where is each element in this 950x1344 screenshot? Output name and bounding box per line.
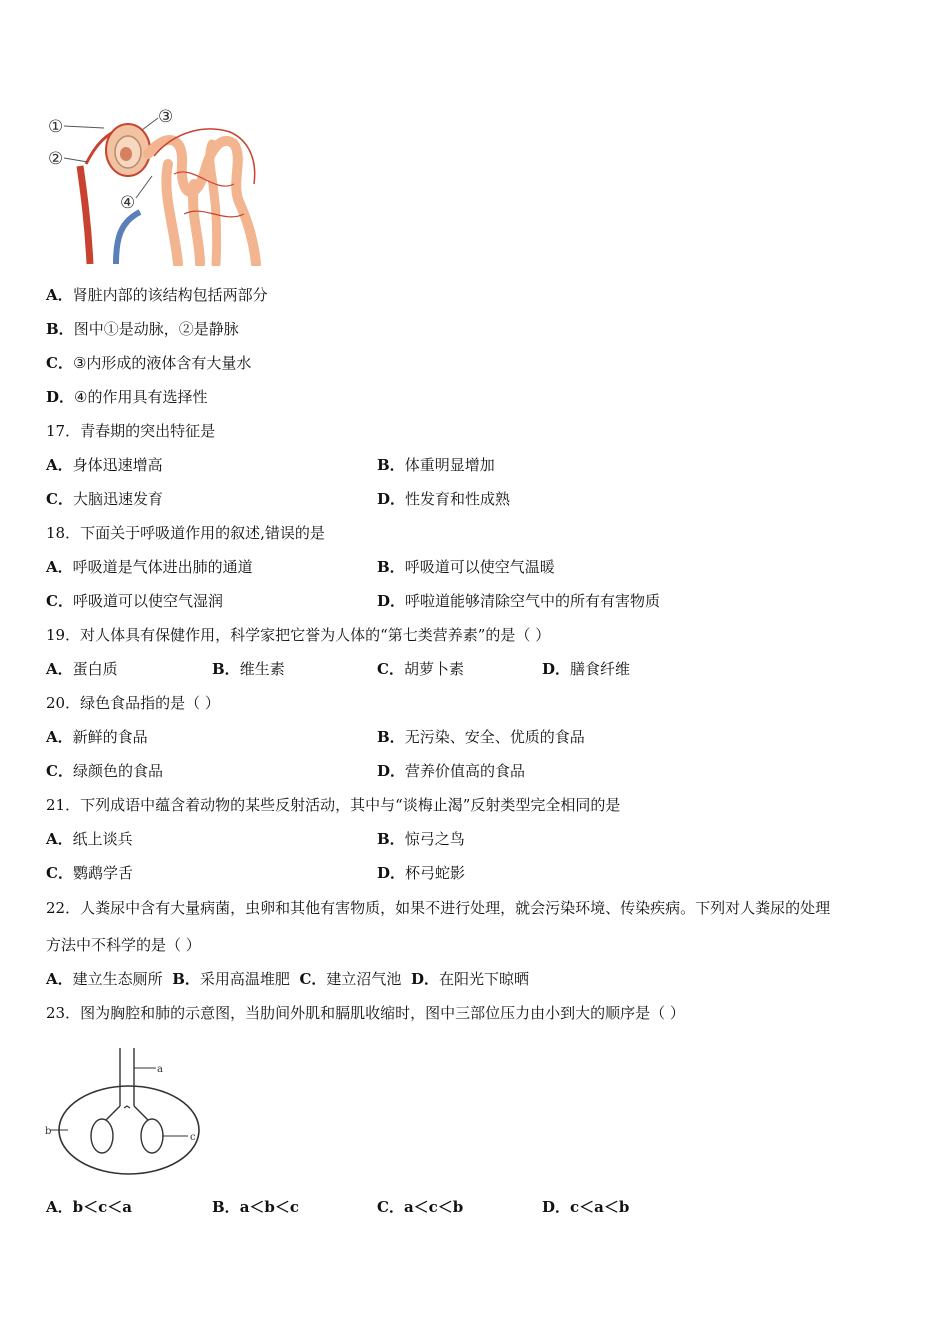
q22-option-b: B．采用高温堆肥	[172, 970, 290, 988]
q22-stem-line1: 22．人粪尿中含有大量病菌，虫卵和其他有害物质，如果不进行处理，就会污染环境、传染疾病。下列对人粪尿的处理	[46, 899, 831, 917]
q23-option-d: D．c＜a＜b	[542, 1198, 630, 1216]
left-lung	[91, 1119, 113, 1153]
label-2: ②	[48, 149, 64, 169]
q19-option-d: D．膳食纤维	[542, 660, 631, 678]
q17-option-c: C．大脑迅速发育	[46, 490, 163, 508]
label-a: a	[157, 1064, 163, 1075]
q23-option-a: A．b＜c＜a	[46, 1198, 132, 1216]
q21-option-a: A．纸上谈兵	[46, 830, 133, 848]
q20-option-b: B．无污染、安全、优质的食品	[377, 728, 585, 746]
q19-option-a: A．蛋白质	[46, 660, 118, 678]
q19-stem: 19．对人体具有保健作用，科学家把它誉为人体的“第七类营养素”的是（ ）	[46, 626, 551, 644]
q16-option-c: C．③内形成的液体含有大量水	[46, 354, 252, 372]
q22-stem-line2: 方法中不科学的是（ ）	[46, 936, 201, 954]
thorax-lung-figure	[44, 1044, 204, 1178]
right-lung	[141, 1119, 163, 1153]
q16-option-d: D．④的作用具有选择性	[46, 388, 208, 406]
label-4: ④	[120, 193, 136, 213]
q20-option-c: C．绿颜色的食品	[46, 762, 163, 780]
q23-stem: 23．图为胸腔和肺的示意图，当肋间外肌和膈肌收缩时，图中三部位压力由小到大的顺序是（ ）	[46, 1004, 685, 1022]
q18-option-b: B．呼吸道可以使空气温暖	[377, 558, 555, 576]
q20-option-a: A．新鲜的食品	[46, 728, 148, 746]
q17-option-b: B．体重明显增加	[377, 456, 495, 474]
nephron-figure	[44, 104, 274, 266]
thoracic-cavity	[59, 1086, 199, 1174]
q16-option-b: B．图中①是动脉，②是静脉	[46, 320, 239, 338]
q18-option-c: C．呼吸道可以使空气湿润	[46, 592, 223, 610]
q19-option-c: C．胡萝卜素	[377, 660, 464, 678]
vein-vessel	[116, 212, 140, 264]
q22-options-row	[46, 968, 529, 990]
q17-option-d: D．性发育和性成熟	[377, 490, 511, 508]
q22-option-d: D．在阳光下晾晒	[410, 970, 529, 988]
q21-option-d: D．杯弓蛇影	[377, 864, 466, 882]
q18-stem: 18．下面关于呼吸道作用的叙述,错误的是	[46, 524, 325, 542]
q23-option-b: B．a＜b＜c	[212, 1198, 300, 1216]
artery-vessel	[80, 166, 90, 264]
q22-option-c: C．建立沼气池	[299, 970, 402, 988]
label-b: b	[45, 1126, 52, 1137]
q21-option-b: B．惊弓之鸟	[377, 830, 465, 848]
q23-option-c: C．a＜c＜b	[377, 1198, 464, 1216]
q17-stem: 17．青春期的突出特征是	[46, 422, 216, 440]
q16-option-a: A．肾脏内部的该结构包括两部分	[46, 286, 268, 304]
q22-option-a: A．建立生态厕所	[46, 970, 163, 988]
q20-option-d: D．营养价值高的食品	[377, 762, 526, 780]
q19-option-b: B．维生素	[212, 660, 285, 678]
q18-option-d: D．呼啦道能够清除空气中的所有有害物质	[377, 592, 661, 610]
label-1: ①	[48, 117, 64, 137]
q21-stem: 21．下列成语中蕴含着动物的某些反射活动，其中与“谈梅止渴”反射类型完全相同的是	[46, 796, 621, 814]
q20-stem: 20．绿色食品指的是（ ）	[46, 694, 220, 712]
label-3: ③	[158, 107, 174, 127]
q18-option-a: A．呼吸道是气体进出肺的通道	[46, 558, 253, 576]
q21-option-c: C．鹦鹉学舌	[46, 864, 133, 882]
q17-option-a: A．身体迅速增高	[46, 456, 163, 474]
label-c: c	[190, 1132, 196, 1143]
